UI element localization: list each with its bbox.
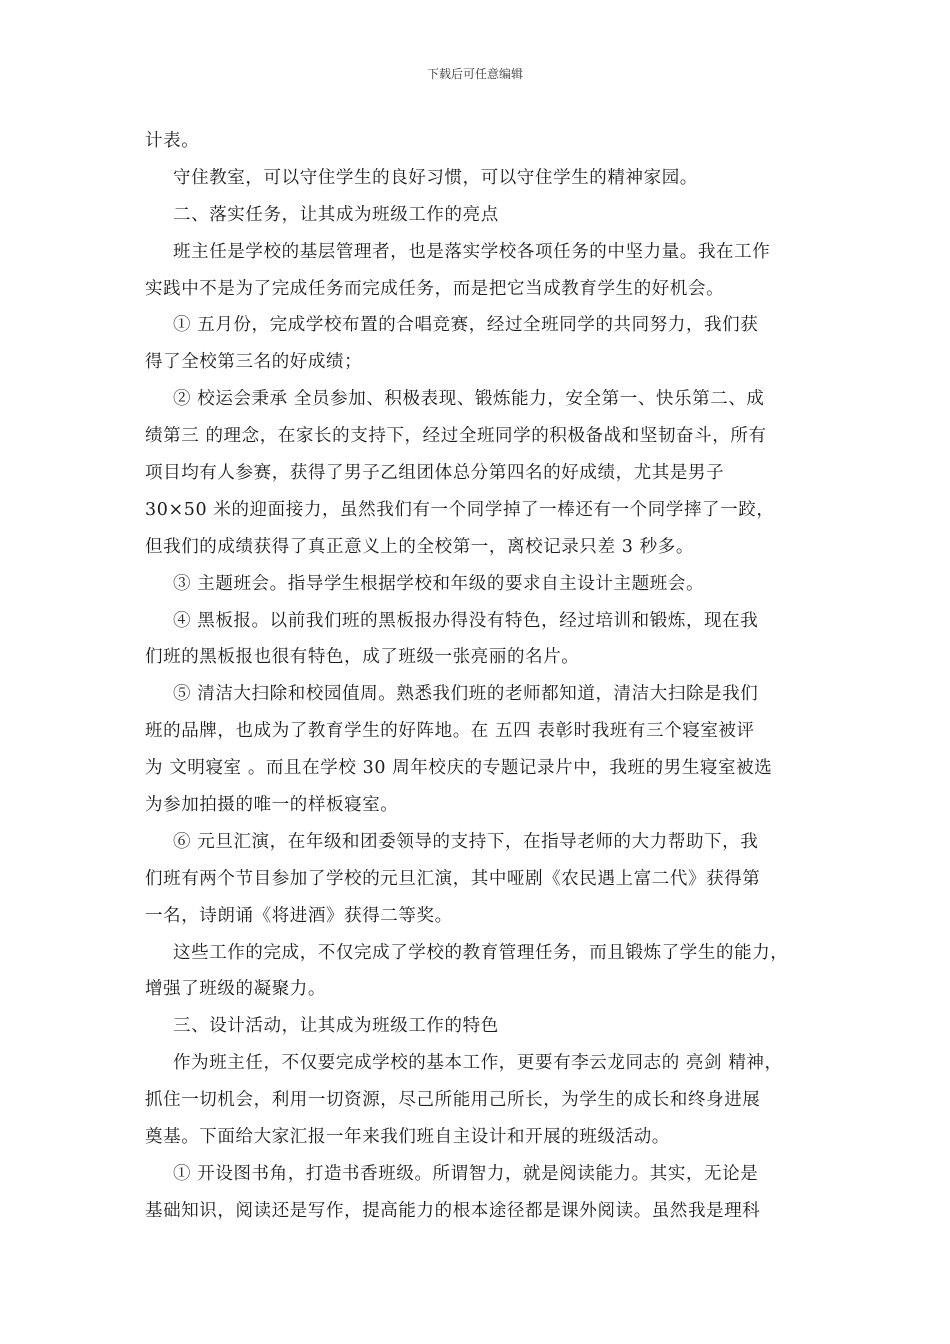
text-line: 实践中不是为了完成任务而完成任务，而是把它当成教育学生的好机会。 (145, 278, 725, 299)
text-line: 得了全校第三名的好成绩； (145, 352, 363, 373)
text-line: 们班有两个节目参加了学校的元旦汇演，其中哑剧《农民遇上富二代》获得第 (145, 868, 761, 889)
text-line: 守住教室，可以守住学生的良好习惯，可以守住学生的精神家园。 (173, 167, 698, 188)
text-line: ④ 黑板报。以前我们班的黑板报办得没有特色，经过培训和锻炼，现在我 (173, 610, 759, 631)
text-line: 绩第三 的理念，在家长的支持下，经过全班同学的积极备战和坚韧奋斗，所有 (145, 426, 767, 447)
text-line: 30×50 米的迎面接力，虽然我们有一个同学掉了一棒还有一个同学摔了一跤， (145, 499, 775, 520)
document-body (145, 123, 810, 1230)
text-line: 们班的黑板报也很有特色，成了班级一张亮丽的名片。 (145, 647, 580, 668)
text-line: ③ 主题班会。指导学生根据学校和年级的要求自主设计主题班会。 (173, 573, 705, 594)
text-line: 一名，诗朗诵《将进酒》获得二等奖。 (145, 905, 453, 926)
page-header: 下载后可任意编辑 (426, 67, 523, 81)
text-line: 为参加拍摄的唯一的样板寝室。 (145, 795, 399, 816)
text-line: 抓住一切机会，利用一切资源，尽己所能用己所长，为学生的成长和终身进展 (145, 1090, 761, 1111)
text-line: 增强了班级的凝聚力。 (145, 979, 326, 1000)
text-line: 但我们的成绩获得了真正意义上的全校第一，离校记录只差 3 秒多。 (145, 536, 694, 557)
text-line: 基础知识，阅读还是写作，提高能力的根本途径都是课外阅读。虽然我是理科 (145, 1200, 761, 1221)
text-line: ⑥ 元旦汇演，在年级和团委领导的支持下，在指导老师的大力帮助下，我 (173, 831, 759, 852)
text-line: ② 校运会秉承 全员参加、积极表现、锻炼能力，安全第一、快乐第二、成 (173, 389, 765, 410)
text-line: 作为班主任，不仅要完成学校的基本工作，更要有李云龙同志的 亮剑 精神， (173, 1053, 783, 1074)
text-line: 班的品牌，也成为了教育学生的好阵地。在 五四 表彰时我班有三个寝室被评 (145, 721, 755, 742)
text-line: ⑤ 清洁大扫除和校园值周。熟悉我们班的老师都知道，清洁大扫除是我们 (173, 684, 759, 705)
text-line: 二、落实任务，让其成为班级工作的亮点 (173, 204, 499, 225)
text-line: 项目均有人参赛，获得了男子乙组团体总分第四名的好成绩，尤其是男子 (145, 463, 725, 484)
text-line: ① 五月份，完成学校布置的合唱竞赛，经过全班同学的共同努力，我们获 (173, 315, 759, 336)
text-line: 奠基。下面给大家汇报一年来我们班自主设计和开展的班级活动。 (145, 1127, 670, 1148)
text-line: 这些工作的完成，不仅完成了学校的教育管理任务，而且锻炼了学生的能力， (173, 942, 789, 963)
text-line: ① 开设图书角，打造书香班级。所谓智力，就是阅读能力。其实，无论是 (173, 1163, 759, 1184)
text-line: 计表。 (145, 131, 200, 151)
text-line: 为 文明寝室 。而且在学校 30 周年校庆的专题记录片中，我班的男生寝室被选 (145, 758, 773, 779)
text-line: 三、设计活动，让其成为班级工作的特色 (173, 1016, 499, 1037)
text-line: 班主任是学校的基层管理者，也是落实学校各项任务的中坚力量。我在工作 (173, 241, 771, 262)
